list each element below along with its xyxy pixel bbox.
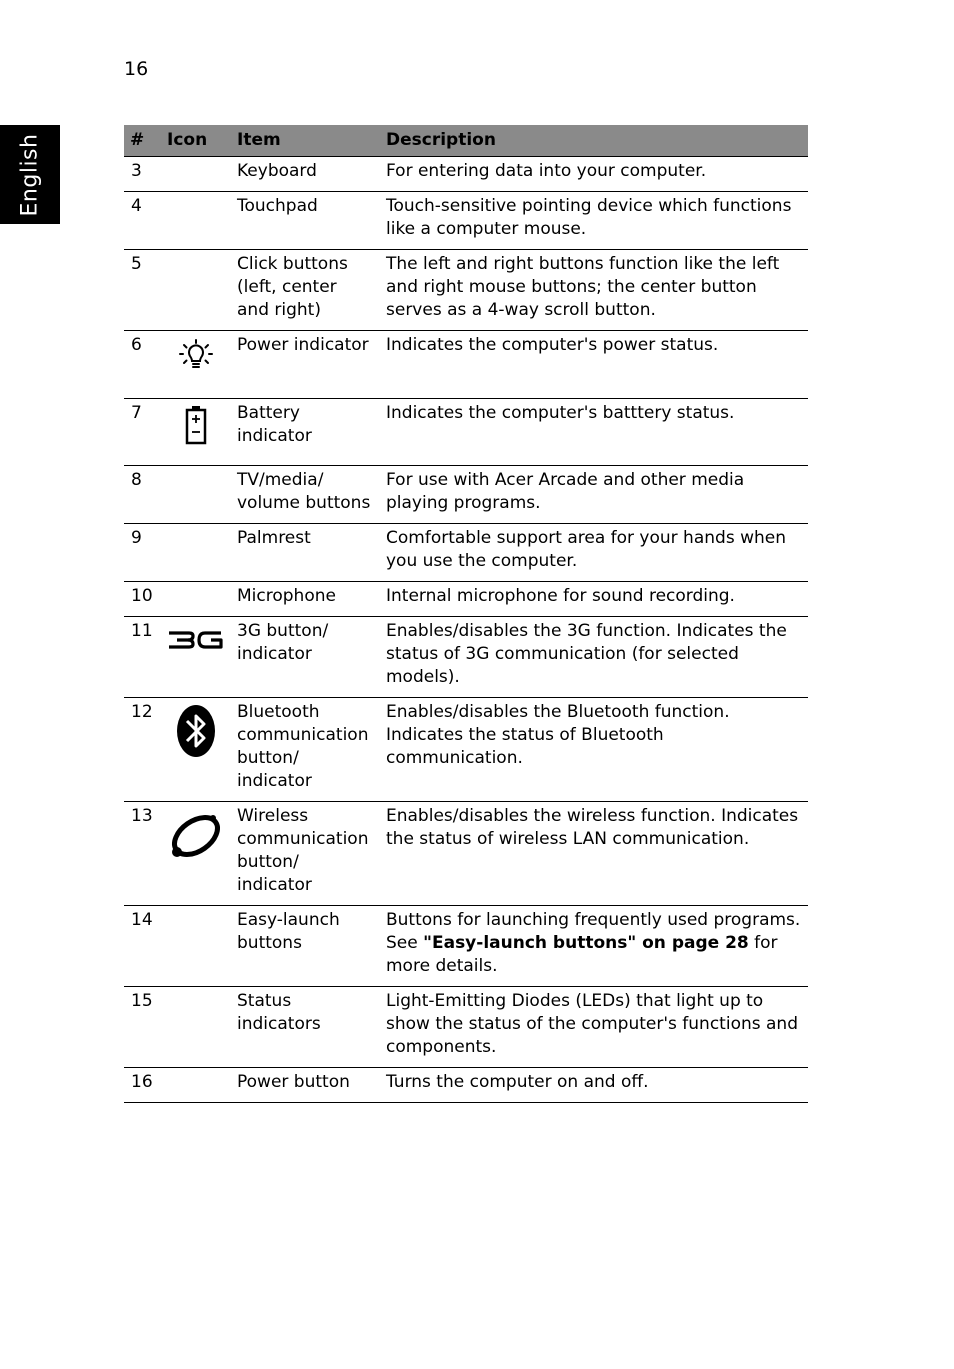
row-icon bbox=[161, 802, 231, 906]
table-row bbox=[124, 399, 808, 466]
row-item: Wireless communication button/ indicator bbox=[231, 802, 380, 906]
table-row bbox=[124, 698, 808, 802]
row-item: Palmrest bbox=[231, 524, 380, 582]
row-number: 10 bbox=[124, 582, 161, 617]
bluetooth-icon bbox=[163, 704, 229, 758]
table-row bbox=[124, 987, 808, 1068]
row-description: For entering data into your computer. bbox=[380, 157, 808, 192]
row-number: 13 bbox=[124, 802, 161, 906]
header-item: Item bbox=[231, 125, 380, 157]
page-number: 16 bbox=[124, 58, 149, 80]
row-number: 7 bbox=[124, 399, 161, 466]
row-description: For use with Acer Arcade and other media playing programs. bbox=[380, 466, 808, 524]
row-number: 16 bbox=[124, 1068, 161, 1103]
table-row bbox=[124, 1068, 808, 1103]
row-item: Touchpad bbox=[231, 192, 380, 250]
row-description: Comfortable support area for your hands when you use the computer. bbox=[380, 524, 808, 582]
header-icon: Icon bbox=[161, 125, 231, 157]
row-item: Click buttons (left, center and right) bbox=[231, 250, 380, 331]
row-number: 6 bbox=[124, 331, 161, 399]
row-number: 11 bbox=[124, 617, 161, 698]
battery-icon bbox=[163, 405, 229, 445]
wireless-icon bbox=[163, 808, 229, 860]
row-number: 4 bbox=[124, 192, 161, 250]
table-row bbox=[124, 524, 808, 582]
header-description: Description bbox=[380, 125, 808, 157]
description-text: Buttons for launching frequently used programs. bbox=[386, 910, 801, 930]
table-row bbox=[124, 906, 808, 987]
table-row bbox=[124, 250, 808, 331]
page-reference-link[interactable]: "Easy-launch buttons" on page 28 bbox=[423, 933, 749, 953]
table-row bbox=[124, 617, 808, 698]
row-icon bbox=[161, 192, 231, 250]
row-number: 3 bbox=[124, 157, 161, 192]
row-description: Indicates the computer's power status. bbox=[380, 331, 808, 399]
row-icon bbox=[161, 524, 231, 582]
row-number: 9 bbox=[124, 524, 161, 582]
row-number: 5 bbox=[124, 250, 161, 331]
row-description: Touch-sensitive pointing device which functions like a computer mouse. bbox=[380, 192, 808, 250]
specification-table bbox=[124, 125, 808, 1103]
row-icon bbox=[161, 698, 231, 802]
row-icon bbox=[161, 906, 231, 987]
table-row bbox=[124, 331, 808, 399]
row-item: Status indicators bbox=[231, 987, 380, 1068]
row-item: Bluetooth communication button/ indicator bbox=[231, 698, 380, 802]
row-item: Power indicator bbox=[231, 331, 380, 399]
see-suffix: for more details. bbox=[386, 933, 778, 976]
power-indicator-icon bbox=[163, 337, 229, 373]
table-row bbox=[124, 192, 808, 250]
row-icon bbox=[161, 617, 231, 698]
table-row bbox=[124, 466, 808, 524]
row-icon bbox=[161, 466, 231, 524]
table-row bbox=[124, 802, 808, 906]
row-description: The left and right buttons function like the left and right mouse buttons; the center button serves as a 4-way scroll button. bbox=[380, 250, 808, 331]
row-icon bbox=[161, 157, 231, 192]
row-icon bbox=[161, 331, 231, 399]
table-header-row bbox=[124, 125, 808, 157]
row-item: 3G button/ indicator bbox=[231, 617, 380, 698]
row-number: 8 bbox=[124, 466, 161, 524]
table-row bbox=[124, 157, 808, 192]
row-description: Internal microphone for sound recording. bbox=[380, 582, 808, 617]
header-num: # bbox=[124, 125, 161, 157]
row-description: Light-Emitting Diodes (LEDs) that light up to show the status of the computer's functions and components. bbox=[380, 987, 808, 1068]
row-item: Keyboard bbox=[231, 157, 380, 192]
row-number: 12 bbox=[124, 698, 161, 802]
row-item: TV/media/ volume buttons bbox=[231, 466, 380, 524]
row-item: Battery indicator bbox=[231, 399, 380, 466]
row-icon bbox=[161, 582, 231, 617]
row-description bbox=[380, 906, 808, 987]
row-icon bbox=[161, 250, 231, 331]
row-item: Power button bbox=[231, 1068, 380, 1103]
row-description: Indicates the computer's batttery status. bbox=[380, 399, 808, 466]
row-description: Enables/disables the Bluetooth function. Indicates the status of Bluetooth communication. bbox=[380, 698, 808, 802]
table-row bbox=[124, 582, 808, 617]
row-icon bbox=[161, 399, 231, 466]
row-item: Microphone bbox=[231, 582, 380, 617]
row-number: 15 bbox=[124, 987, 161, 1068]
language-tab-label: English bbox=[17, 133, 43, 216]
row-icon bbox=[161, 987, 231, 1068]
cross-reference bbox=[386, 932, 804, 978]
row-item: Easy-launch buttons bbox=[231, 906, 380, 987]
row-number: 14 bbox=[124, 906, 161, 987]
row-description: Turns the computer on and off. bbox=[380, 1068, 808, 1103]
language-tab bbox=[0, 125, 60, 224]
3g-icon bbox=[163, 629, 229, 651]
see-prefix: See bbox=[386, 933, 424, 953]
row-icon bbox=[161, 1068, 231, 1103]
row-description: Enables/disables the 3G function. Indicates the status of 3G communication (for selected models). bbox=[380, 617, 808, 698]
row-description: Enables/disables the wireless function. Indicates the status of wireless LAN communication. bbox=[380, 802, 808, 906]
